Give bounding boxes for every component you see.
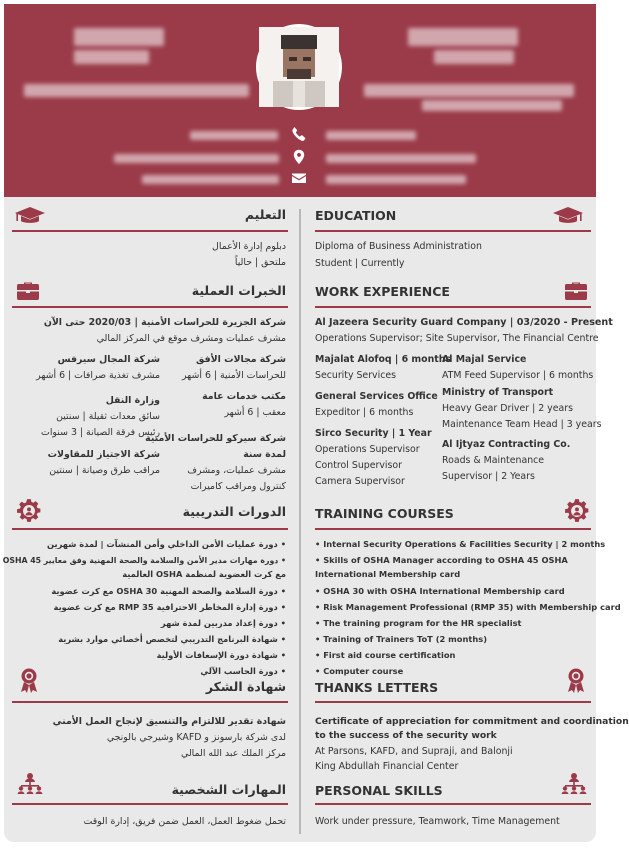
ar-thanks-bold-0: شهادة تقدير للالتزام والتنسيق لإنجاح العمل الأمني — [52, 716, 286, 727]
ar-education-degree: دبلوم إدارة الأعمال — [212, 241, 286, 252]
en-work-left-1-company: General Services Office — [315, 391, 438, 402]
blurred-name-ar-2 — [434, 50, 514, 64]
ar-training-title: الدورات التدريبية — [182, 504, 286, 519]
en-education-degree: Diploma of Business Administration — [315, 241, 482, 252]
ar-work-right-2-role-1: مشرف عمليات، ومشرف — [187, 465, 286, 476]
briefcase-icon — [564, 281, 588, 301]
ar-work-left-1-role-1: رئيس فرقة الصيانة | 3 سنوات — [41, 427, 160, 438]
ar-training-item-1: • دورة مهارات مدير الأمن والسلامة والصحة المهنية وفق معايير OSHA 45 — [2, 556, 286, 565]
blurred-title-en — [24, 84, 249, 97]
en-thanks-line-1: King Abdullah Financial Center — [315, 761, 459, 772]
blurred-email-left — [142, 175, 279, 184]
en-work-right-1-role-0: Heavy Gear Driver | 2 years — [442, 403, 573, 414]
ar-award-ribbon-icon — [19, 668, 39, 694]
ar-education-status: ملتحق | حالياً — [234, 257, 286, 268]
en-work-main-company: Al Jazeera Security Guard Company | 03/2020 - Present — [315, 317, 613, 328]
en-work-right-1-role-1: Maintenance Team Head | 3 years — [442, 419, 602, 430]
ar-work-right-1-role-0: معقب | 6 أشهر — [224, 407, 286, 418]
ar-training-item-6: • شهادة البرنامج التدريبي لتخصص أخصائي موارد بشرية — [58, 634, 286, 644]
en-training-item-8: • Computer course — [315, 666, 404, 676]
blurred-name-en-2 — [74, 50, 149, 64]
ar-training-item-0: • دورة عمليات الأمن الداخلي وأمن المنشآت | لمدة شهرين — [46, 539, 286, 549]
blurred-name-ar — [408, 28, 518, 46]
ar-training-item-8: • دورة الحاسب الآلي — [200, 666, 286, 676]
en-thanks-bold-1: to the success of the security work — [315, 730, 497, 741]
ar-thanks-title: شهادة الشكر — [205, 679, 286, 694]
en-education-title: EDUCATION — [315, 208, 397, 223]
ar-education-line — [12, 230, 288, 232]
ar-work-left-2-role-0: مراقب طرق وصيانة | سنتين — [49, 465, 160, 476]
ar-training-item-5: • دورة إعداد مدربين لمدة شهر — [160, 618, 286, 628]
en-training-item-7: • First aid course certification — [315, 650, 456, 660]
en-training-title: TRAINING COURSES — [315, 506, 454, 521]
ar-work-right-2-role-2: كنترول ومراقب كاميرات — [190, 481, 286, 492]
ar-team-icon — [17, 772, 43, 794]
en-work-left-1-role-0: Expeditor | 6 months — [315, 407, 414, 418]
blurred-phone-left — [190, 131, 278, 140]
award-ribbon-icon — [566, 668, 586, 694]
blurred-location-left — [114, 154, 279, 163]
ar-work-right-0-role-0: للحراسات الأمنية | 6 أشهر — [182, 370, 286, 381]
en-skills-text: Work under pressure, Teamwork, Time Management — [315, 816, 560, 827]
en-skills-line — [315, 803, 591, 805]
ar-work-main-role: مشرف عمليات ومشرف موقع في المركز المالي — [96, 333, 286, 344]
en-training-item-6: • Training of Trainers ToT (2 months) — [315, 634, 488, 644]
ar-training-line — [12, 528, 288, 530]
ar-briefcase-icon — [16, 281, 40, 301]
en-work-right-2-role-0: Roads & Maintenance — [442, 455, 545, 466]
blurred-title-ar — [364, 84, 574, 97]
ar-training-item-3: • دورة السلامة والصحة المهنية OSHA 30 مع كرت عضوية — [51, 586, 286, 596]
ar-work-right-1-company: مكتب خدمات عامة — [202, 391, 286, 402]
en-work-left-2-role-0: Operations Supervisor — [315, 444, 420, 455]
ar-skills-text: تحمل ضغوط العمل، العمل ضمن فريق، إدارة الوقت — [83, 816, 286, 827]
en-work-title: WORK EXPERIENCE — [315, 284, 450, 299]
en-work-main-role: Operations Supervisor; Site Supervisor, The Financial Centre — [315, 333, 599, 344]
resume-page — [2, 4, 629, 842]
profile-photo-icon — [259, 27, 339, 107]
en-thanks-bold-0: Certificate of appreciation for commitment and coordination — [315, 716, 629, 727]
ar-gear-icon — [16, 498, 42, 524]
ar-work-left-1-role-0: سائق معدات ثقيلة | سنتين — [56, 411, 160, 422]
ar-work-left-2-company: شركة الاجتياز للمقاولات — [47, 449, 160, 460]
en-training-item-2: International Membership card — [315, 569, 461, 579]
header-banner — [4, 4, 596, 197]
location-icon — [291, 149, 307, 165]
ar-work-line — [12, 306, 288, 308]
ar-work-right-2-role-0: لمدة سنة — [243, 449, 286, 460]
ar-work-right-2-company: شركة سيركو للحراسات الأمنية — [145, 433, 286, 444]
en-training-item-4: • Risk Management Professional (RMP 35) with Membership card — [315, 602, 621, 612]
ar-work-left-0-role-0: مشرف تغذية صرافات | 6 أشهر — [36, 370, 160, 381]
en-work-left-0-role-0: Security Services — [315, 370, 397, 381]
avatar — [256, 24, 342, 110]
blurred-name-en — [74, 28, 164, 46]
ar-thanks-line-1: مركز الملك عبد الله المالي — [181, 748, 286, 759]
en-work-left-2-role-1: Control Supervisor — [315, 460, 402, 471]
phone-icon — [291, 126, 307, 142]
ar-work-left-1-company: وزارة النقل — [105, 395, 160, 406]
ar-skills-title: المهارات الشخصية — [171, 782, 286, 797]
ar-thanks-line-0: لدى شركة بارسونز و KAFD وشيرجي بالونجي — [106, 732, 286, 743]
ar-training-item-7: • شهادة دورة الإسعافات الأولية — [156, 650, 286, 660]
gear-icon — [564, 498, 590, 524]
ar-education-title: التعليم — [244, 207, 286, 222]
en-skills-title: PERSONAL SKILLS — [315, 783, 443, 798]
ar-work-main-company: شركة الجزيرة للحراسات الأمنية | 2020/03 حتى الآن — [43, 317, 286, 328]
blurred-phone-right — [326, 131, 416, 140]
en-training-line — [315, 528, 591, 530]
blurred-email-right — [326, 175, 466, 184]
ar-graduation-cap-icon — [14, 206, 46, 226]
ar-thanks-line — [12, 701, 288, 703]
ar-training-item-2: مع كرت العضوية لمنظمة OSHA العالمية — [122, 569, 286, 579]
ar-skills-line — [12, 803, 288, 805]
column-divider — [299, 209, 301, 834]
en-thanks-line — [315, 701, 591, 703]
en-training-item-1: • Skills of OSHA Manager according to OSHA 45 OSHA — [315, 555, 568, 565]
en-work-right-2-role-1: Supervisor | 2 Years — [442, 471, 535, 482]
en-training-item-0: • Internal Security Operations & Facilities Security | 2 months — [315, 539, 606, 549]
en-work-right-0-role-0: ATM Feed Supervisor | 6 months — [442, 370, 594, 381]
graduation-cap-icon — [552, 206, 584, 226]
en-work-line — [315, 306, 591, 308]
en-work-left-0-company: Majalat Alofoq | 6 months — [315, 354, 451, 365]
en-work-right-2-company: Al Ijtyaz Contracting Co. — [442, 439, 571, 450]
blurred-location-right — [326, 154, 476, 163]
en-education-status: Student | Currently — [315, 258, 405, 269]
en-thanks-title: THANKS LETTERS — [315, 680, 439, 695]
ar-work-left-0-company: شركة المجال سيرفس — [57, 354, 160, 365]
en-work-right-0-company: Al Majal Service — [442, 354, 527, 365]
en-work-right-1-company: Ministry of Transport — [442, 387, 554, 398]
en-work-left-2-company: Sirco Security | 1 Year — [315, 428, 432, 439]
blurred-subtitle-ar — [422, 100, 562, 111]
en-work-left-2-role-2: Camera Supervisor — [315, 476, 405, 487]
email-icon — [291, 170, 307, 186]
team-icon — [561, 772, 587, 794]
en-education-line — [315, 230, 591, 232]
ar-training-item-4: • دورة إدارة المخاطر الاحترافية RMP 35 مع كرت عضوية — [53, 602, 286, 612]
en-training-item-3: • OSHA 30 with OSHA International Membership card — [315, 586, 565, 596]
en-training-item-5: • The training program for the HR specialist — [315, 618, 522, 628]
ar-work-right-0-company: شركة مجالات الأفق — [196, 354, 286, 365]
en-thanks-line-0: At Parsons, KAFD, and Supraji, and Balonji — [315, 746, 513, 757]
ar-work-title: الخبرات العملية — [191, 283, 286, 298]
